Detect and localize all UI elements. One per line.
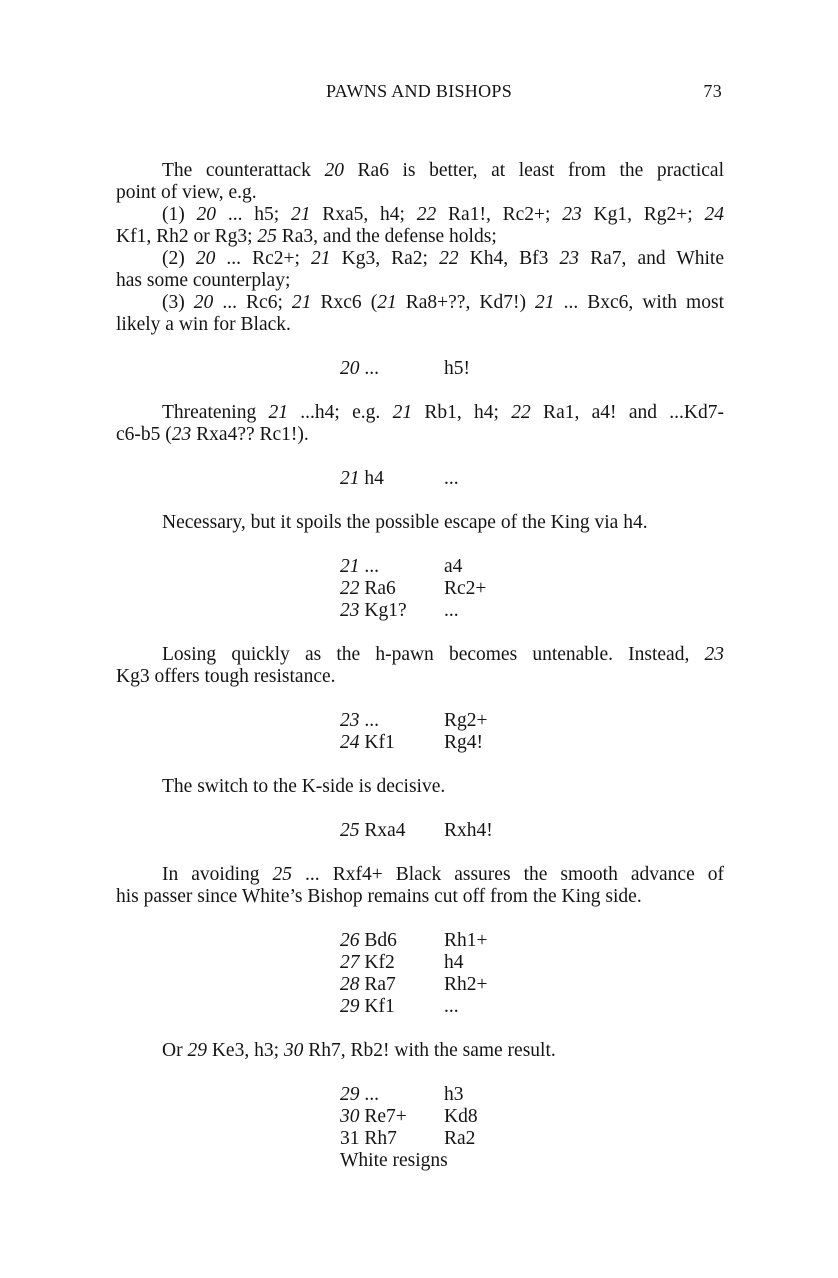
white-move: 24 Kf1 — [340, 732, 395, 753]
paragraph-switch — [116, 776, 724, 798]
text-line: Threatening 21 ...h4; e.g. 21 Rb1, h4; 22 Ra1, a4! and ...Kd7- — [162, 402, 724, 423]
black-move: Rg2+ — [444, 710, 488, 731]
white-move: 23 Kg1? — [340, 600, 407, 621]
white-move: 21 h4 — [340, 468, 384, 489]
text-line: Kg3 offers tough resistance. — [116, 666, 336, 687]
text-line: has some counterplay; — [116, 270, 291, 291]
paragraph-avoiding — [116, 864, 724, 908]
white-move: 23 ... — [340, 710, 379, 731]
text-line: The switch to the K-side is decisive. — [162, 776, 446, 797]
white-move: 29 Kf1 — [340, 996, 395, 1017]
white-move: 22 Ra6 — [340, 578, 396, 599]
white-move: 25 Rxa4 — [340, 820, 406, 841]
black-move: Rc2+ — [444, 578, 487, 599]
black-move: h3 — [444, 1084, 464, 1105]
page-number: 73 — [703, 81, 722, 101]
black-move: Rh1+ — [444, 930, 488, 951]
text-line: (2) 20 ... Rc2+; 21 Kg3, Ra2; 22 Kh4, Bf3 23 Ra7, and White — [162, 248, 724, 269]
white-move: White resigns — [340, 1150, 448, 1171]
black-move: Rh2+ — [444, 974, 488, 995]
text-line: Or 29 Ke3, h3; 30 Rh7, Rb2! with the same result. — [162, 1040, 556, 1061]
chapter-title: PAWNS AND BISHOPS — [325, 81, 513, 101]
black-move: ... — [444, 468, 459, 489]
white-move: 31 Rh7 — [340, 1128, 397, 1149]
text-line: The counterattack 20 Ra6 is better, at least from the practical — [162, 160, 724, 181]
black-move: Rxh4! — [444, 820, 493, 841]
text-line: (1) 20 ... h5; 21 Rxa5, h4; 22 Ra1!, Rc2+; 23 Kg1, Rg2+; 24 — [162, 204, 724, 225]
paragraph-losing-quickly — [116, 644, 724, 688]
text-line: likely a win for Black. — [116, 314, 291, 335]
black-move: h4 — [444, 952, 464, 973]
paragraph-or — [116, 1040, 724, 1062]
white-move: 20 ... — [340, 358, 379, 379]
paragraph-necessary — [116, 512, 724, 534]
white-move: 30 Re7+ — [340, 1106, 407, 1127]
text-line: Losing quickly as the h-pawn becomes untenable. Instead, 23 — [162, 644, 724, 665]
black-move: h5! — [444, 358, 470, 379]
text-line: (3) 20 ... Rc6; 21 Rxc6 (21 Ra8+??, Kd7!) 21 ... Bxc6, with most — [162, 292, 724, 313]
black-move: ... — [444, 600, 459, 621]
running-header — [0, 80, 838, 104]
white-move: 28 Ra7 — [340, 974, 396, 995]
white-move: 21 ... — [340, 556, 379, 577]
black-move: Kd8 — [444, 1106, 478, 1127]
text-line: c6-b5 (23 Rxa4?? Rc1!). — [116, 424, 309, 445]
paragraph-threatening — [116, 402, 724, 446]
white-move: 29 ... — [340, 1084, 379, 1105]
black-move: ... — [444, 996, 459, 1017]
white-move: 27 Kf2 — [340, 952, 395, 973]
text-line: his passer since White’s Bishop remains cut off from the King side. — [116, 886, 642, 907]
text-line: In avoiding 25 ... Rxf4+ Black assures the smooth advance of — [162, 864, 724, 885]
paragraph-counterattack — [116, 160, 724, 336]
text-line: Kf1, Rh2 or Rg3; 25 Ra3, and the defense holds; — [116, 226, 497, 247]
text-line: point of view, e.g. — [116, 182, 257, 203]
black-move: Rg4! — [444, 732, 483, 753]
text-line: Necessary, but it spoils the possible escape of the King via h4. — [162, 512, 648, 533]
black-move: a4 — [444, 556, 463, 577]
black-move: Ra2 — [444, 1128, 476, 1149]
white-move: 26 Bd6 — [340, 930, 397, 951]
